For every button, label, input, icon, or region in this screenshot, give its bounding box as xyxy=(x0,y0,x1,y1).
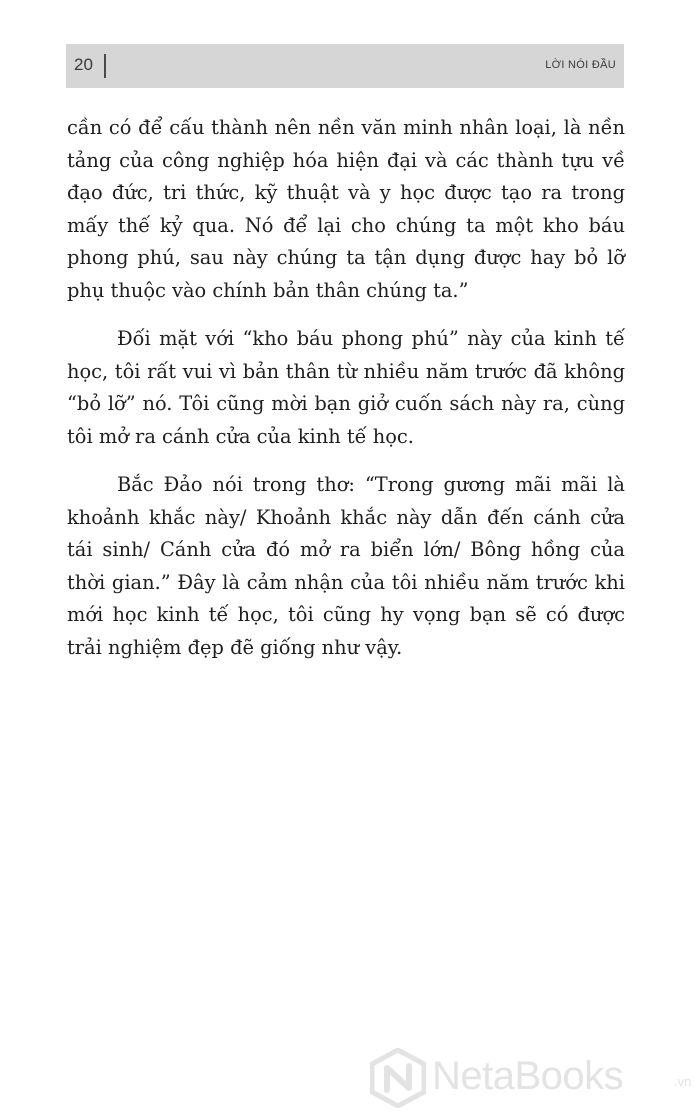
netabooks-logo-icon xyxy=(370,1048,426,1108)
chapter-title: LỜI NÓI ĐẦU xyxy=(545,59,616,71)
watermark-brand: NetaBooks xyxy=(432,1054,624,1098)
running-header xyxy=(66,44,624,88)
header-divider xyxy=(104,54,106,78)
paragraph-continuation: cần có để cấu thành nên nền văn minh nhân loại, là nền tảng của công nghiệp hóa hiện đại và các thành tựu về đạo đức, tri thức, kỹ thuật và y học được tạo ra trong mấy thế kỷ qua. Nó để lại cho chúng ta một kho báu phong phú, sau này chúng ta tận dụng được hay bỏ lỡ phụ thuộc vào chính bản thân chúng ta.” xyxy=(67,116,625,302)
page-body xyxy=(67,112,625,680)
paragraph-treasure: Đối mặt với “kho báu phong phú” này của kinh tế học, tôi rất vui vì bản thân từ nhiều năm trước đã không “bỏ lỡ” nó. Tôi cũng mời bạn giở cuốn sách này ra, cùng tôi mở ra cánh cửa của kinh tế học. xyxy=(67,327,625,448)
netabooks-watermark xyxy=(370,1048,690,1108)
watermark-suffix: .vn xyxy=(674,1074,692,1089)
paragraph-poem: Bắc Đảo nói trong thơ: “Trong gương mãi mãi là khoảnh khắc này/ Khoảnh khắc này dẫn đến cánh cửa tái sinh/ Cánh cửa đó mở ra biển lớn/ Bông hồng của thời gian.” Đây là cảm nhận của tôi nhiều năm trước khi mới học kinh tế học, tôi cũng hy vọng bạn sẽ có được trải nghiệm đẹp đẽ giống như vậy. xyxy=(67,473,625,659)
page-number: 20 xyxy=(74,55,93,74)
